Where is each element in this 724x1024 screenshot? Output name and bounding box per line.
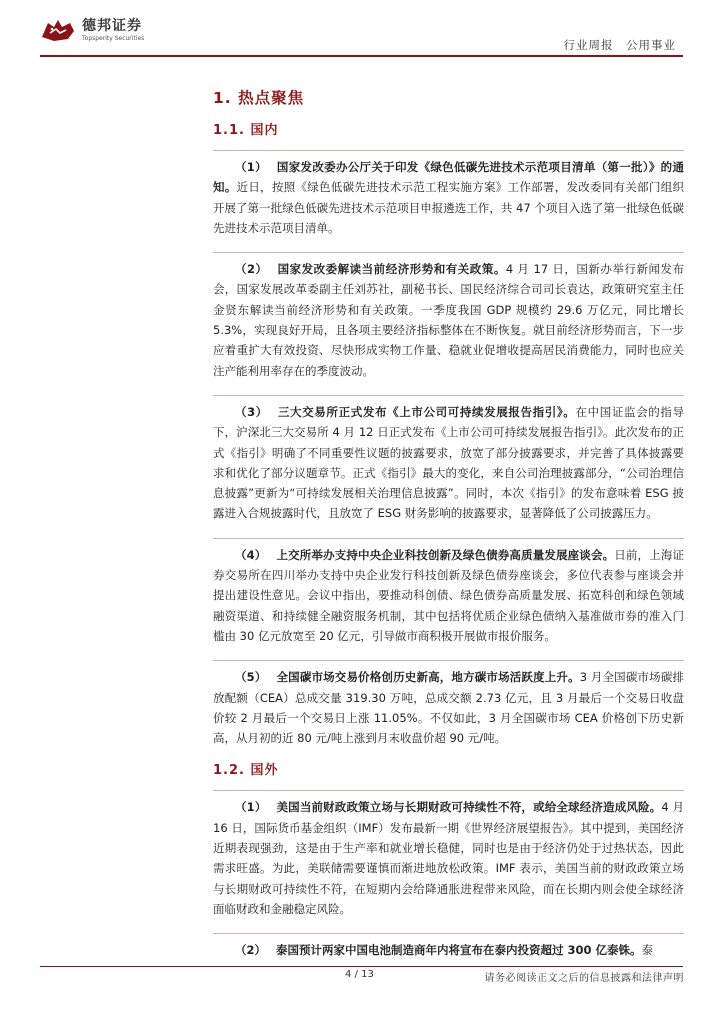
item-title: 上交所举办支持中央企业科技创新及绿色债券高质量发展座谈会。 xyxy=(276,547,615,562)
subsection-foreign-heading: 1.2. 国外 xyxy=(213,763,279,779)
item-number: （2） xyxy=(235,943,267,958)
news-item xyxy=(213,790,684,919)
item-title: 美国当前财政政策立场与长期财政可持续性不符，或给全球经济造成风险。 xyxy=(276,800,662,815)
report-category: 行业周报 公用事业 xyxy=(563,38,676,52)
tiger-logo-icon xyxy=(40,17,76,43)
item-number: （1） xyxy=(235,800,267,815)
logo-chinese-name: 德邦证券 xyxy=(82,17,142,34)
item-body: 3 月全国碳市场碳排放配额（CEA）总成交量 319.30 万吨，总成交额 2.73 亿元，且 3 月最后一个交易日收盘价较 2 月最后一个交易日上涨 11.05%。不仅如此，3 月全国碳市场 CEA 价格创下历史新高，从月初的近 80 元/吨上涨到月末收盘价超 90 元/吨。 xyxy=(213,670,684,746)
news-item xyxy=(213,395,684,524)
news-item xyxy=(213,150,684,238)
item-title: 国家发改委解读当前经济形势和有关政策。 xyxy=(277,262,506,277)
item-title: 国家发改委办公厅关于印发《绿色低碳先进技术示范项目清单（第一批）》的通知。 xyxy=(213,160,684,195)
item-number: （2） xyxy=(235,262,268,277)
news-item xyxy=(213,660,684,748)
news-item xyxy=(213,252,684,381)
main-content xyxy=(213,88,684,975)
subsection-domestic-heading: 1.1. 国内 xyxy=(213,123,279,138)
item-number: （1） xyxy=(235,160,267,174)
item-body: 日前，上海证券交易所在四川举办支持中央企业发行科技创新及绿色债券座谈会，多位代表参与座谈会并提出建设性意见。会议中指出，要推动科创债、绿色债券高质量发展、拓宽科创和绿色领域融资渠道、和持续健全融资服务机制，其中包括将优质企业绿色债纳入基准做市券的准入门槛由 30 亿元放宽至 20 亿元，引导做市商积极开展做市报价服务。 xyxy=(213,547,684,643)
legal-disclaimer: 请务必阅读正文之后的信息披露和法律声明 xyxy=(484,973,684,984)
item-number: （5） xyxy=(235,670,267,685)
item-body: 4 月 16 日，国际货币基金组织（IMF）发布最新一期《世界经济展望报告》。其中提到，美国经济近期表现强劲，这是由于生产率和就业增长稳健，同时也是由于经济仍处于过热状态，因此需求旺盛。为此，美联储需要谨慎而渐进地放松政策。IMF 表示，美国当前的财政政策立场与长期财政可持续性不符，在短期内会给降通胀进程带来风险，而在长期内则会使全球经济面临财政和金融稳定风险。 xyxy=(213,800,684,916)
item-body: 泰 xyxy=(641,943,654,958)
footer-divider xyxy=(40,966,683,967)
news-item xyxy=(213,933,684,960)
logo-english-name: Topsperity Securities xyxy=(82,34,145,42)
news-item xyxy=(213,538,684,646)
item-body: 4 月 17 日，国新办举行新闻发布会，国家发展改革委副主任刘苏社，副秘书长、国民经济综合司司长袁达，政策研究室主任金贤东解读当前经济形势和有关政策。一季度我国 GDP 规模约 29.6 万亿元，同比增长 5.3%，实现良好开局，且各项主要经济指标整体在不断恢复。就目前经济形势而言，下一步应着重扩大有效投资、尽快形成实物工作量、稳就业促增收提高居民消费能力，同时也应关注产能利用率存在的季度波动。 xyxy=(213,262,684,378)
item-body: 在中国证监会的指导下，沪深北三大交易所 4 月 12 日正式发布《上市公司可持续发展报告指引》。此次发布的正式《指引》明确了不同重要性议题的披露要求，放宽了部分披露要求，并完善了具体披露要求和优化了部分议题章节。正式《指引》最大的变化，来自公司治理披露部分，“公司治理信息披露”更新为“可持续发展相关治理信息披露”。同时，本次《指引》的发布意味着 ESG 披露进入合规披露时代，且放宽了 ESG 财务影响的披露要求，显著降低了公司披露压力。 xyxy=(213,404,685,521)
item-number: （4） xyxy=(235,547,267,562)
item-title: 泰国预计两家中国电池制造商年内将宣布在泰内投资超过 300 亿泰铢。 xyxy=(276,943,642,958)
section-title: 1. 热点聚焦 xyxy=(213,89,305,107)
company-logo xyxy=(40,17,144,43)
page-number: 4 / 13 xyxy=(345,969,374,980)
item-title: 三大交易所正式发布《上市公司可持续发展报告指引》。 xyxy=(277,404,576,419)
item-body: 近日，按照《绿色低碳先进技术示范工程实施方案》工作部署，发改委同有关部门组织开展了第一批绿色低碳先进技术示范项目申报遴选工作，共 47 个项目入选了第一批绿色低碳先进技术示范项目清单。 xyxy=(213,180,685,235)
item-title: 全国碳市场交易价格创历史新高，地方碳市场活跃度上升。 xyxy=(276,670,580,685)
header-divider xyxy=(40,55,683,57)
item-number: （3） xyxy=(235,404,268,419)
